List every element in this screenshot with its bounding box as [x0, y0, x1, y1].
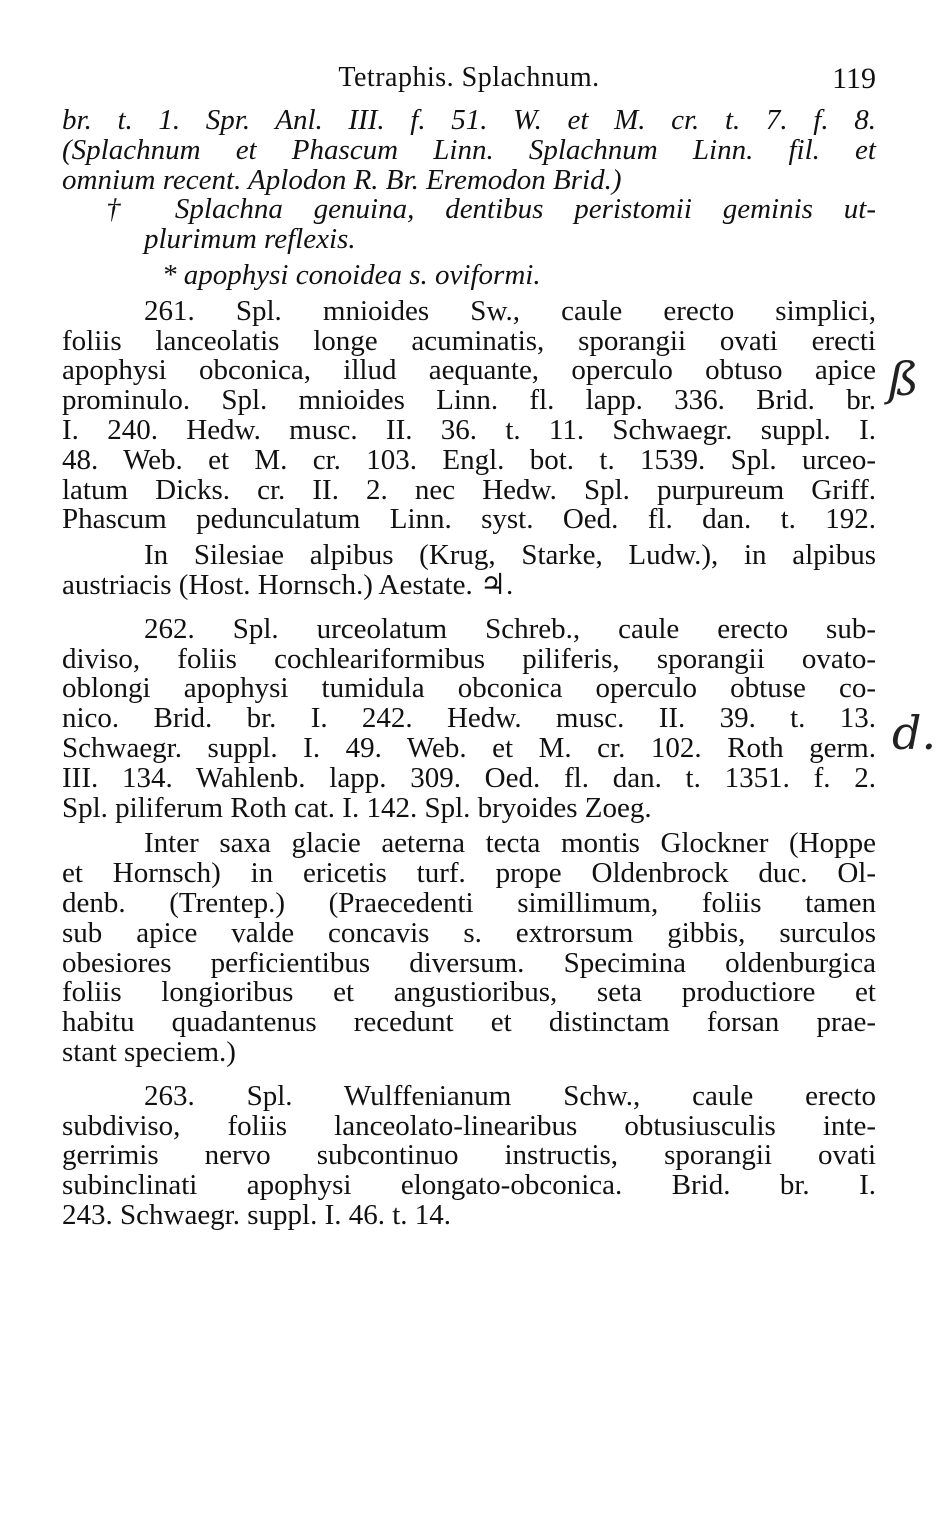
running-header	[62, 58, 876, 106]
subsection-heading: * apophysi conoidea s. oviformi.	[162, 258, 541, 291]
text-line: br. t. 1. Spr. Anl. III. f. 51. W. et M. cr. t. 7. f. 8.	[62, 104, 876, 136]
text-line: stant speciem.)	[62, 1035, 236, 1068]
text-line: denb. (Trentep.) (Praecedenti simillimum, foliis tamen	[62, 886, 876, 919]
page-number: 119	[832, 62, 876, 95]
text-line: subinclinati apophysi elongato-obconica. Brid. br. I.	[62, 1169, 876, 1202]
text-line: foliis longioribus et angustioribus, seta productiore et	[62, 976, 876, 1009]
text-line: obesiores perficientibus diversum. Specimina oldenburgica	[62, 946, 876, 979]
book-page	[62, 58, 876, 1231]
text-line: prominulo. Spl. mnioides Linn. fl. lapp. 336. Brid. br.	[62, 384, 876, 417]
text-line: latum Dicks. cr. II. 2. nec Hedw. Spl. purpureum Griff.	[62, 473, 876, 506]
margin-annotation: d.	[892, 706, 936, 760]
text-line: Inter saxa glacie aeterna tecta montis Glockner (Hoppe	[144, 827, 876, 860]
text-line: Spl. piliferum Roth cat. I. 142. Spl. bryoides Zoeg.	[62, 791, 652, 824]
margin-annotation: ß	[888, 352, 919, 406]
species-entry-262	[62, 612, 876, 824]
text-line: austriacis (Host. Hornsch.) Aestate. ♃.	[62, 568, 514, 601]
text-line: Phascum pedunculatum Linn. syst. Oed. fl. dan. t. 192.	[62, 503, 876, 536]
text-line: foliis lanceolatis longe acuminatis, sporangii ovati erecti	[62, 324, 876, 357]
habitat-261	[62, 541, 876, 601]
text-line: plurimum reflexis.	[144, 223, 356, 256]
text-line: I. 240. Hedw. musc. II. 36. t. 11. Schwaegr. suppl. I.	[62, 413, 876, 446]
section-heading	[62, 195, 876, 255]
text-line: 261. Spl. mnioides Sw., caule erecto simplici,	[144, 294, 876, 327]
text-line: oblongi apophysi tumidula obconica operculo obtuse co-	[62, 672, 876, 705]
text-line: 48. Web. et M. cr. 103. Engl. bot. t. 1539. Spl. urceo-	[62, 443, 876, 476]
text-line: apophysi obconica, illud aequante, operculo obtuso apice	[62, 354, 876, 387]
text-line: omnium recent. Aplodon R. Br. Eremodon Brid.)	[62, 163, 622, 196]
header-title: Tetraphis. Splachnum.	[338, 62, 600, 93]
text-line: 243. Schwaegr. suppl. I. 46. t. 14.	[62, 1198, 452, 1231]
species-entry-261	[62, 294, 876, 536]
text-line: Schwaegr. suppl. I. 49. Web. et M. cr. 102. Roth germ.	[62, 731, 876, 764]
text-line: gerrimis nervo subcontinuo instructis, sporangii ovati	[62, 1139, 876, 1172]
text-line: 263. Spl. Wulffenianum Schw., caule erecto	[144, 1079, 876, 1112]
text-line: sub apice valde concavis s. extrorsum gibbis, surculos	[62, 916, 876, 949]
text-line: et Hornsch) in ericetis turf. prope Oldenbrock duc. Ol-	[62, 857, 876, 890]
species-entry-263	[62, 1079, 876, 1231]
text-line: subdiviso, foliis lanceolato-linearibus obtusiusculis inte-	[62, 1109, 876, 1142]
text-line: diviso, foliis cochleariformibus piliferis, sporangii ovato-	[62, 642, 876, 675]
text-line: habitu quadantenus recedunt et distinctam forsan prae-	[62, 1006, 876, 1039]
text-line: 262. Spl. urceolatum Schreb., caule erecto sub-	[144, 612, 876, 645]
genus-references	[62, 106, 876, 195]
text-line: † Splachna genuina, dentibus peristomii geminis ut-	[106, 193, 876, 226]
text-line: III. 134. Wahlenb. lapp. 309. Oed. fl. dan. t. 1351. f. 2.	[62, 761, 876, 794]
habitat-262	[62, 829, 876, 1067]
text-line: nico. Brid. br. I. 242. Hedw. musc. II. 39. t. 13.	[62, 702, 876, 735]
text-line: (Splachnum et Phascum Linn. Splachnum Linn. fil. et	[62, 133, 876, 166]
text-line: In Silesiae alpibus (Krug, Starke, Ludw.), in alpibus	[144, 539, 876, 572]
